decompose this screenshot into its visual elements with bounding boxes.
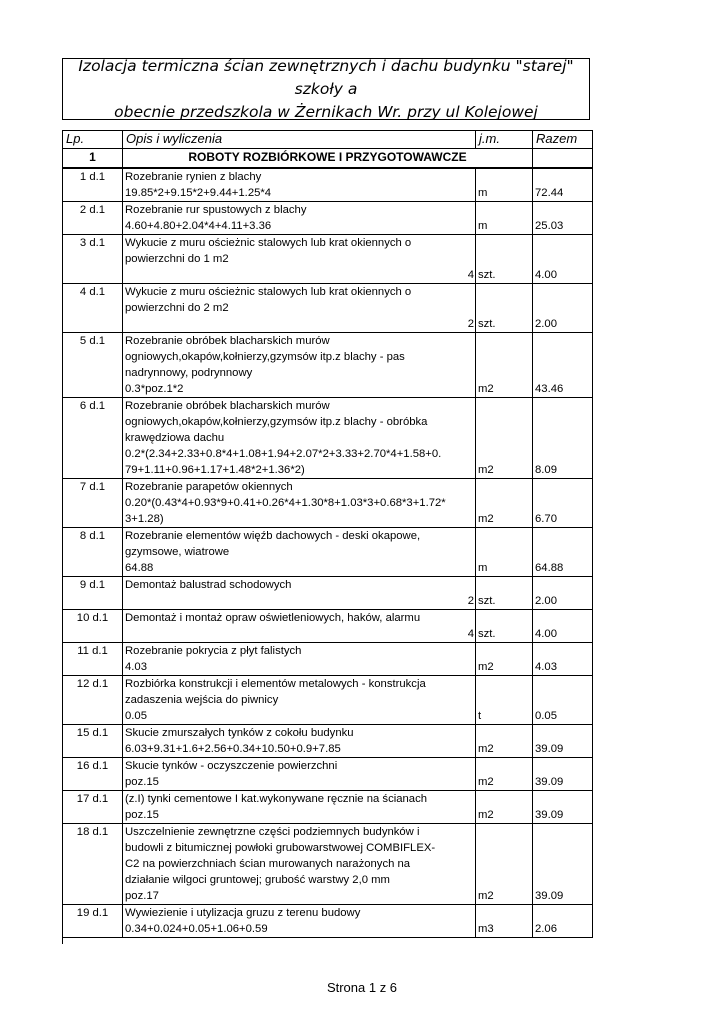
item-unit xyxy=(476,284,533,301)
item-description-text: Rozbiórka konstrukcji i elementów metalowych - konstrukcja xyxy=(125,678,426,690)
item-unit xyxy=(476,791,533,808)
item-description-line xyxy=(123,643,476,660)
item-unit xyxy=(476,872,533,888)
item-lp xyxy=(63,544,123,560)
item-description-line xyxy=(123,528,476,545)
item-description-text: 19.85*2+9.15*2+9.44+1.25*4 xyxy=(125,187,272,199)
item-lp xyxy=(63,560,123,577)
item-unit xyxy=(476,495,533,511)
item-description-line xyxy=(123,495,476,511)
item-total: 8.09 xyxy=(533,462,593,479)
item-total: 4.00 xyxy=(533,267,593,284)
item-description-text: 0.34+0.024+0.05+1.06+0.59 xyxy=(125,923,268,935)
item-description-line xyxy=(123,365,476,381)
item-unit xyxy=(476,333,533,350)
item-total: 2.06 xyxy=(533,921,593,938)
item-description-line xyxy=(123,593,476,610)
item-description-line xyxy=(123,446,476,462)
item-unit xyxy=(476,676,533,693)
item-unit xyxy=(476,168,533,185)
item-lp xyxy=(63,251,123,267)
item-description-line xyxy=(123,626,476,643)
section-empty-cell xyxy=(533,149,593,169)
table-row xyxy=(63,807,593,824)
item-unit xyxy=(476,610,533,627)
table-row xyxy=(63,185,593,202)
item-description-line xyxy=(123,807,476,824)
item-total: 0.05 xyxy=(533,708,593,725)
item-lp: 2 d.1 xyxy=(63,202,123,219)
table-row xyxy=(63,676,593,693)
item-lp xyxy=(63,185,123,202)
item-unit xyxy=(476,856,533,872)
item-description-line xyxy=(123,708,476,725)
item-description-line xyxy=(123,300,476,316)
table-row xyxy=(63,446,593,462)
item-total: 25.03 xyxy=(533,218,593,235)
item-unit xyxy=(476,643,533,660)
item-total xyxy=(533,528,593,545)
item-lp xyxy=(63,495,123,511)
item-unit: m3 xyxy=(476,921,533,938)
item-description-text: Rozebranie obróbek blacharskich murów xyxy=(125,400,330,412)
item-unit: m2 xyxy=(476,511,533,528)
item-description-text: zadaszenia wejścia do piwnicy xyxy=(125,694,279,706)
item-total xyxy=(533,446,593,462)
item-description-text: poz.17 xyxy=(125,890,159,902)
table-row xyxy=(63,316,593,333)
item-total: 39.09 xyxy=(533,741,593,758)
item-lp xyxy=(63,446,123,462)
item-total xyxy=(533,758,593,775)
item-unit: m2 xyxy=(476,888,533,905)
item-quantity: 2 xyxy=(467,595,474,607)
item-unit xyxy=(476,692,533,708)
item-description-line xyxy=(123,235,476,252)
item-description-line xyxy=(123,267,476,284)
item-description-line xyxy=(123,692,476,708)
item-unit xyxy=(476,824,533,841)
item-description-line xyxy=(123,414,476,430)
item-total: 43.46 xyxy=(533,381,593,398)
item-description-line xyxy=(123,610,476,627)
item-total: 39.09 xyxy=(533,888,593,905)
item-total xyxy=(533,824,593,841)
item-unit: m2 xyxy=(476,462,533,479)
item-total xyxy=(533,365,593,381)
item-lp xyxy=(63,381,123,398)
item-description-line xyxy=(123,791,476,808)
item-total: 6.70 xyxy=(533,511,593,528)
item-total xyxy=(533,676,593,693)
item-lp xyxy=(63,708,123,725)
item-description-text: 3+1.28) xyxy=(125,513,164,525)
item-description-line xyxy=(123,168,476,185)
item-total xyxy=(533,544,593,560)
item-lp xyxy=(63,414,123,430)
item-description-line xyxy=(123,725,476,742)
item-total xyxy=(533,333,593,350)
item-total xyxy=(533,202,593,219)
item-unit xyxy=(476,414,533,430)
item-total xyxy=(533,791,593,808)
table-row xyxy=(63,381,593,398)
item-description-line xyxy=(123,856,476,872)
item-description-text: krawędziowa dachu xyxy=(125,432,225,444)
item-description-line xyxy=(123,774,476,791)
table-row xyxy=(63,235,593,252)
item-quantity: 4 xyxy=(467,628,474,640)
item-unit: m xyxy=(476,218,533,235)
item-total: 39.09 xyxy=(533,774,593,791)
table-row xyxy=(63,365,593,381)
item-description-line xyxy=(123,333,476,350)
item-unit: szt. xyxy=(476,267,533,284)
item-unit xyxy=(476,202,533,219)
table-row xyxy=(63,758,593,775)
item-description-line xyxy=(123,511,476,528)
item-lp xyxy=(63,692,123,708)
item-description-text: Skucie zmurszałych tynków z cokołu budynku xyxy=(125,727,354,739)
item-description-text: C2 na powierzchniach ścian murowanych narażonych na xyxy=(125,858,411,870)
item-lp: 17 d.1 xyxy=(63,791,123,808)
item-lp: 1 d.1 xyxy=(63,168,123,185)
document-title xyxy=(62,58,590,120)
table-row xyxy=(63,577,593,594)
item-description-text: Rozebranie rynien z blachy xyxy=(125,171,262,183)
item-description-text: (z.I) tynki cementowe I kat.wykonywane ręcznie na ścianach xyxy=(125,793,428,805)
item-unit: m2 xyxy=(476,807,533,824)
item-total xyxy=(533,495,593,511)
item-lp xyxy=(63,365,123,381)
item-lp xyxy=(63,300,123,316)
item-total xyxy=(533,349,593,365)
item-lp: 10 d.1 xyxy=(63,610,123,627)
item-lp xyxy=(63,856,123,872)
item-description-text: 0.20*(0.43*4+0.93*9+0.41+0.26*4+1.30*8+1.03*3+0.68*3+1.72* xyxy=(125,497,446,509)
item-total xyxy=(533,692,593,708)
item-description-text: powierzchni do 1 m2 xyxy=(125,253,229,265)
item-description-line xyxy=(123,888,476,905)
item-unit: m2 xyxy=(476,774,533,791)
item-unit xyxy=(476,758,533,775)
table-row xyxy=(63,774,593,791)
item-unit xyxy=(476,349,533,365)
table-row xyxy=(63,414,593,430)
item-unit xyxy=(476,365,533,381)
item-unit: m2 xyxy=(476,741,533,758)
item-unit xyxy=(476,235,533,252)
item-lp xyxy=(63,774,123,791)
item-description-text: 79+1.11+0.96+1.17+1.48*2+1.36*2) xyxy=(125,464,305,476)
item-unit: szt. xyxy=(476,626,533,643)
item-total xyxy=(533,251,593,267)
item-total: 64.88 xyxy=(533,560,593,577)
item-lp xyxy=(63,888,123,905)
table-row xyxy=(63,168,593,185)
table-header-row xyxy=(63,131,593,149)
item-description-line xyxy=(123,758,476,775)
item-lp: 5 d.1 xyxy=(63,333,123,350)
item-description-line xyxy=(123,544,476,560)
item-lp xyxy=(63,462,123,479)
table-row xyxy=(63,544,593,560)
item-total xyxy=(533,643,593,660)
item-total xyxy=(533,479,593,496)
item-description-text: 0.05 xyxy=(125,710,147,722)
item-total: 72.44 xyxy=(533,185,593,202)
item-total xyxy=(533,235,593,252)
item-unit xyxy=(476,430,533,446)
item-description-text: Wykucie z muru ościeżnic stalowych lub krat okiennych o xyxy=(125,286,412,298)
item-total xyxy=(533,284,593,301)
item-description-text: 4.03 xyxy=(125,661,147,673)
item-description-line xyxy=(123,462,476,479)
item-lp: 4 d.1 xyxy=(63,284,123,301)
item-description-text: 0.2*(2.34+2.33+0.8*4+1.08+1.94+2.07*2+3.33+2.70*4+1.58+0. xyxy=(125,448,442,460)
table-row xyxy=(63,528,593,545)
item-description-line xyxy=(123,202,476,219)
item-description-text: gzymsowe, wiatrowe xyxy=(125,546,230,558)
header-description: Opis i wyliczenia xyxy=(123,131,476,149)
item-unit xyxy=(476,251,533,267)
item-lp: 9 d.1 xyxy=(63,577,123,594)
item-lp: 7 d.1 xyxy=(63,479,123,496)
item-description-line xyxy=(123,398,476,415)
item-lp: 3 d.1 xyxy=(63,235,123,252)
item-description-line xyxy=(123,840,476,856)
item-description-line xyxy=(123,430,476,446)
table-row xyxy=(63,511,593,528)
item-description-text: Rozebranie elementów więźb dachowych - deski okapowe, xyxy=(125,530,421,542)
item-unit xyxy=(476,398,533,415)
item-description-text: Uszczelnienie zewnętrzne części podziemnych budynków i xyxy=(125,826,420,838)
item-description-text: nadrynnowy, podrynnowy xyxy=(125,367,253,379)
item-unit xyxy=(476,725,533,742)
item-unit xyxy=(476,544,533,560)
item-description-line xyxy=(123,872,476,888)
item-description-line xyxy=(123,251,476,267)
item-total: 4.00 xyxy=(533,626,593,643)
table-row xyxy=(63,479,593,496)
item-lp xyxy=(63,218,123,235)
section-row xyxy=(63,149,593,169)
item-lp: 12 d.1 xyxy=(63,676,123,693)
table-row xyxy=(63,659,593,676)
item-total xyxy=(533,610,593,627)
item-total xyxy=(533,430,593,446)
item-description-text: poz.15 xyxy=(125,776,159,788)
table-row xyxy=(63,300,593,316)
table-row xyxy=(63,643,593,660)
item-total xyxy=(533,398,593,415)
item-total xyxy=(533,577,593,594)
section-number: 1 xyxy=(63,149,123,169)
table-body xyxy=(63,149,593,938)
item-description-text: 64.88 xyxy=(125,562,154,574)
item-unit xyxy=(476,300,533,316)
item-unit xyxy=(476,840,533,856)
item-description-line xyxy=(123,316,476,333)
item-description-line xyxy=(123,741,476,758)
item-description-text: poz.15 xyxy=(125,809,159,821)
item-quantity: 2 xyxy=(467,318,474,330)
table-row xyxy=(63,741,593,758)
table-row xyxy=(63,218,593,235)
page-footer: Strona 1 z 6 xyxy=(326,980,398,995)
table-row xyxy=(63,791,593,808)
title-line-2: obecnie przedszkola w Żernikach Wr. przy ul Kolejowej xyxy=(114,102,538,121)
item-description-text: ogniowych,okapów,kołnierzy,gzymsów itp.z blachy - pas xyxy=(125,351,405,363)
table-row xyxy=(63,267,593,284)
item-description-text: Demontaż i montaż opraw oświetleniowych, haków, alarmu xyxy=(125,612,421,624)
item-unit: szt. xyxy=(476,316,533,333)
item-total xyxy=(533,872,593,888)
item-unit: m2 xyxy=(476,381,533,398)
item-lp: 6 d.1 xyxy=(63,398,123,415)
item-quantity: 4 xyxy=(467,269,474,281)
table-row xyxy=(63,202,593,219)
item-lp xyxy=(63,626,123,643)
item-description-text: Rozebranie pokrycia z płyt falistych xyxy=(125,645,302,657)
item-description-text: 4.60+4.80+2.04*4+4.11+3.36 xyxy=(125,220,272,232)
item-unit: szt. xyxy=(476,593,533,610)
table-row xyxy=(63,708,593,725)
item-total: 4.03 xyxy=(533,659,593,676)
item-description-line xyxy=(123,185,476,202)
item-unit: m xyxy=(476,185,533,202)
table-row xyxy=(63,462,593,479)
table-row xyxy=(63,430,593,446)
item-lp xyxy=(63,807,123,824)
item-lp xyxy=(63,511,123,528)
item-lp xyxy=(63,741,123,758)
item-unit xyxy=(476,479,533,496)
item-total: 2.00 xyxy=(533,593,593,610)
item-total xyxy=(533,414,593,430)
item-description-text: Wywiezienie i utylizacja gruzu z terenu budowy xyxy=(125,907,361,919)
item-description-line xyxy=(123,577,476,594)
item-unit xyxy=(476,577,533,594)
item-total xyxy=(533,840,593,856)
header-total: Razem xyxy=(533,131,593,149)
item-lp: 18 d.1 xyxy=(63,824,123,841)
table-row xyxy=(63,251,593,267)
table-row xyxy=(63,888,593,905)
item-description-line xyxy=(123,218,476,235)
cost-estimate-table xyxy=(62,130,593,938)
item-unit: m xyxy=(476,560,533,577)
item-description-line xyxy=(123,349,476,365)
section-name: ROBOTY ROZBIÓRKOWE I PRZYGOTOWAWCZE xyxy=(123,149,533,169)
item-lp xyxy=(63,430,123,446)
item-lp xyxy=(63,267,123,284)
item-total: 2.00 xyxy=(533,316,593,333)
table-row xyxy=(63,560,593,577)
table-row xyxy=(63,349,593,365)
item-unit: m2 xyxy=(476,659,533,676)
table-row xyxy=(63,495,593,511)
item-lp xyxy=(63,349,123,365)
item-description-line xyxy=(123,479,476,496)
table-row xyxy=(63,840,593,856)
item-lp xyxy=(63,872,123,888)
item-description-line xyxy=(123,560,476,577)
table-row xyxy=(63,284,593,301)
header-unit: j.m. xyxy=(476,131,533,149)
table-row xyxy=(63,725,593,742)
table-row xyxy=(63,610,593,627)
item-description-line xyxy=(123,824,476,841)
item-total xyxy=(533,168,593,185)
item-total xyxy=(533,856,593,872)
table-row xyxy=(63,872,593,888)
item-lp xyxy=(63,316,123,333)
item-description-text: 0.3*poz.1*2 xyxy=(125,383,184,395)
item-lp: 16 d.1 xyxy=(63,758,123,775)
item-lp xyxy=(63,840,123,856)
table-row xyxy=(63,856,593,872)
item-lp: 19 d.1 xyxy=(63,905,123,922)
table-row xyxy=(63,692,593,708)
item-total xyxy=(533,725,593,742)
item-description-line xyxy=(123,381,476,398)
item-description-line xyxy=(123,676,476,693)
item-description-text: Rozebranie parapetów okiennych xyxy=(125,481,293,493)
item-description-text: powierzchni do 2 m2 xyxy=(125,302,229,314)
item-unit: t xyxy=(476,708,533,725)
item-lp: 15 d.1 xyxy=(63,725,123,742)
item-lp xyxy=(63,659,123,676)
item-description-text: ogniowych,okapów,kołnierzy,gzymsów itp.z blachy - obróbka xyxy=(125,416,428,428)
title-line-1: Izolacja termiczna ścian zewnętrznych i dachu budynku "starej" szkoły a xyxy=(78,56,574,98)
item-description-text: Rozebranie rur spustowych z blachy xyxy=(125,204,307,216)
item-description-line xyxy=(123,284,476,301)
item-description-text: budowli z bitumicznej powłoki grubowarstwowej COMBIFLEX- xyxy=(125,842,436,854)
item-description-line xyxy=(123,659,476,676)
item-description-text: działanie wilgoci gruntowej; grubość warstwy 2,0 mm xyxy=(125,874,390,886)
item-lp xyxy=(63,593,123,610)
cost-estimate-table-wrapper xyxy=(62,130,592,938)
item-description-text: Demontaż balustrad schodowych xyxy=(125,579,292,591)
item-description-text: 6.03+9.31+1.6+2.56+0.34+10.50+0.9+7.85 xyxy=(125,743,341,755)
item-lp: 11 d.1 xyxy=(63,643,123,660)
item-description-text: Rozebranie obróbek blacharskich murów xyxy=(125,335,330,347)
table-bottom-margin-line xyxy=(62,911,591,944)
item-unit xyxy=(476,528,533,545)
item-unit xyxy=(476,446,533,462)
item-description-text: Wykucie z muru ościeżnic stalowych lub krat okiennych o xyxy=(125,237,412,249)
table-row xyxy=(63,398,593,415)
table-row xyxy=(63,626,593,643)
header-lp: Lp. xyxy=(63,131,123,149)
item-total xyxy=(533,300,593,316)
item-description-text: Skucie tynków - oczyszczenie powierzchni xyxy=(125,760,338,772)
table-row xyxy=(63,824,593,841)
table-row xyxy=(63,593,593,610)
table-row xyxy=(63,333,593,350)
item-lp: 8 d.1 xyxy=(63,528,123,545)
item-total: 39.09 xyxy=(533,807,593,824)
